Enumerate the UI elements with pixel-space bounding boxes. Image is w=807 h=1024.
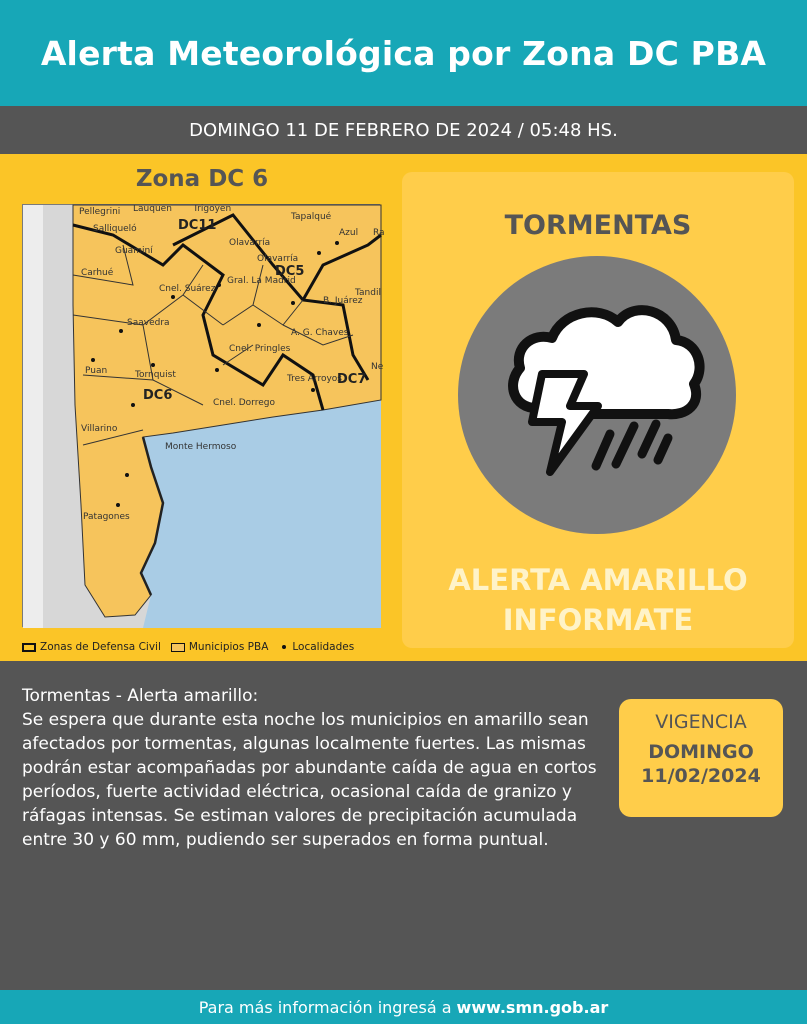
locality-label: Ne — [371, 362, 384, 372]
map-legend — [22, 638, 382, 656]
alert-level-line1: ALERTA AMARILLO — [448, 563, 748, 597]
locality-label: Tapalqué — [291, 212, 332, 222]
locality-label: Cnel. Suárez — [159, 284, 216, 294]
alert-type: TORMENTAS — [504, 210, 692, 241]
footer-text: Para más información ingresá a — [198, 997, 452, 1017]
locality-label: Olavarría — [229, 238, 271, 248]
zone-map — [22, 204, 385, 627]
zone-label: DC11 — [178, 218, 217, 233]
locality-label: A. G. Chaves — [291, 328, 349, 338]
locality-label: Gral. La Madrid — [227, 276, 296, 286]
locality-label: Puan — [85, 366, 108, 376]
issue-date: DOMINGO 11 DE FEBRERO DE 2024 / 05:48 HS. — [189, 119, 618, 141]
legend-zones-label: Zonas de Defensa Civil — [40, 641, 161, 653]
legend-municipalities-label: Municipios PBA — [188, 641, 269, 653]
alert-level — [402, 560, 794, 640]
zone-label: DC7 — [337, 372, 367, 387]
legend-municipalities — [171, 641, 269, 653]
locality-label: Cnel. Dorrego — [213, 398, 275, 408]
footer — [0, 990, 807, 1024]
locality-label: Tandil — [355, 288, 381, 298]
zone-label: DC5 — [275, 264, 305, 279]
locality-label: Salliqueló — [93, 224, 137, 234]
locality-label: Ra — [373, 228, 385, 238]
locality-label: Cnel. Pringles — [229, 344, 291, 354]
locality-label: Azul — [339, 228, 359, 238]
alert-level-line2: INFORMATE — [502, 603, 694, 637]
page-title: Alerta Meteorológica por Zona DC PBA — [40, 33, 767, 73]
vigencia-day: DOMINGO — [648, 741, 754, 763]
alert-box — [402, 172, 794, 648]
zone-label: DC6 — [143, 388, 173, 403]
storm-cloud-icon — [458, 256, 736, 534]
locality-label: Tornquist — [135, 370, 176, 380]
map-title: Zona DC 6 — [135, 166, 269, 192]
locality-label: Olavarría — [257, 254, 299, 264]
locality-label: Tres Arroyos — [287, 374, 342, 384]
map-svg — [23, 204, 385, 628]
legend-localities-dot — [282, 645, 286, 649]
vigencia-date: 11/02/2024 — [641, 765, 761, 787]
legend-localities-label: Localidades — [292, 641, 355, 653]
footer-link[interactable]: www.smn.gob.ar — [456, 997, 609, 1017]
locality-label: Saavedra — [127, 318, 170, 328]
vigencia-label: VIGENCIA — [655, 711, 747, 733]
alert-description — [22, 684, 612, 852]
legend-zones — [22, 641, 161, 653]
map-strip — [23, 205, 43, 628]
locality-label: Villarino — [81, 424, 118, 434]
locality-label: Lauquen — [133, 204, 172, 214]
vigencia-box — [619, 699, 783, 817]
locality-label: Patagones — [83, 512, 130, 522]
description-heading: Tormentas - Alerta amarillo: — [22, 686, 259, 706]
locality-label: B. Juárez — [323, 296, 363, 306]
locality-label: Guaminí — [115, 246, 153, 256]
locality-label: Monte Hermoso — [165, 442, 237, 452]
date-band — [0, 106, 807, 154]
alert-icon-circle — [458, 256, 736, 534]
header — [0, 0, 807, 106]
legend-municipalities-swatch — [171, 643, 185, 652]
locality-label: Trigoyen — [193, 204, 232, 214]
description-body: Se espera que durante esta noche los municipios en amarillo sean afectados por tormentas, algunas localmente fuertes. Las mismas podrán estar acompañadas por abundante caída de agua en cortos períodos, fuerte actividad eléctrica, ocasional caída de granizo y ráfagas intensas. Se estiman valores de precipitación acumulada entre 30 y 60 mm, pudiendo ser superados en forma puntual. — [22, 710, 597, 850]
legend-localities — [278, 641, 354, 653]
locality-label: Carhué — [81, 268, 114, 278]
locality-label: Pellegrini — [79, 207, 121, 217]
legend-zones-swatch — [22, 643, 36, 652]
